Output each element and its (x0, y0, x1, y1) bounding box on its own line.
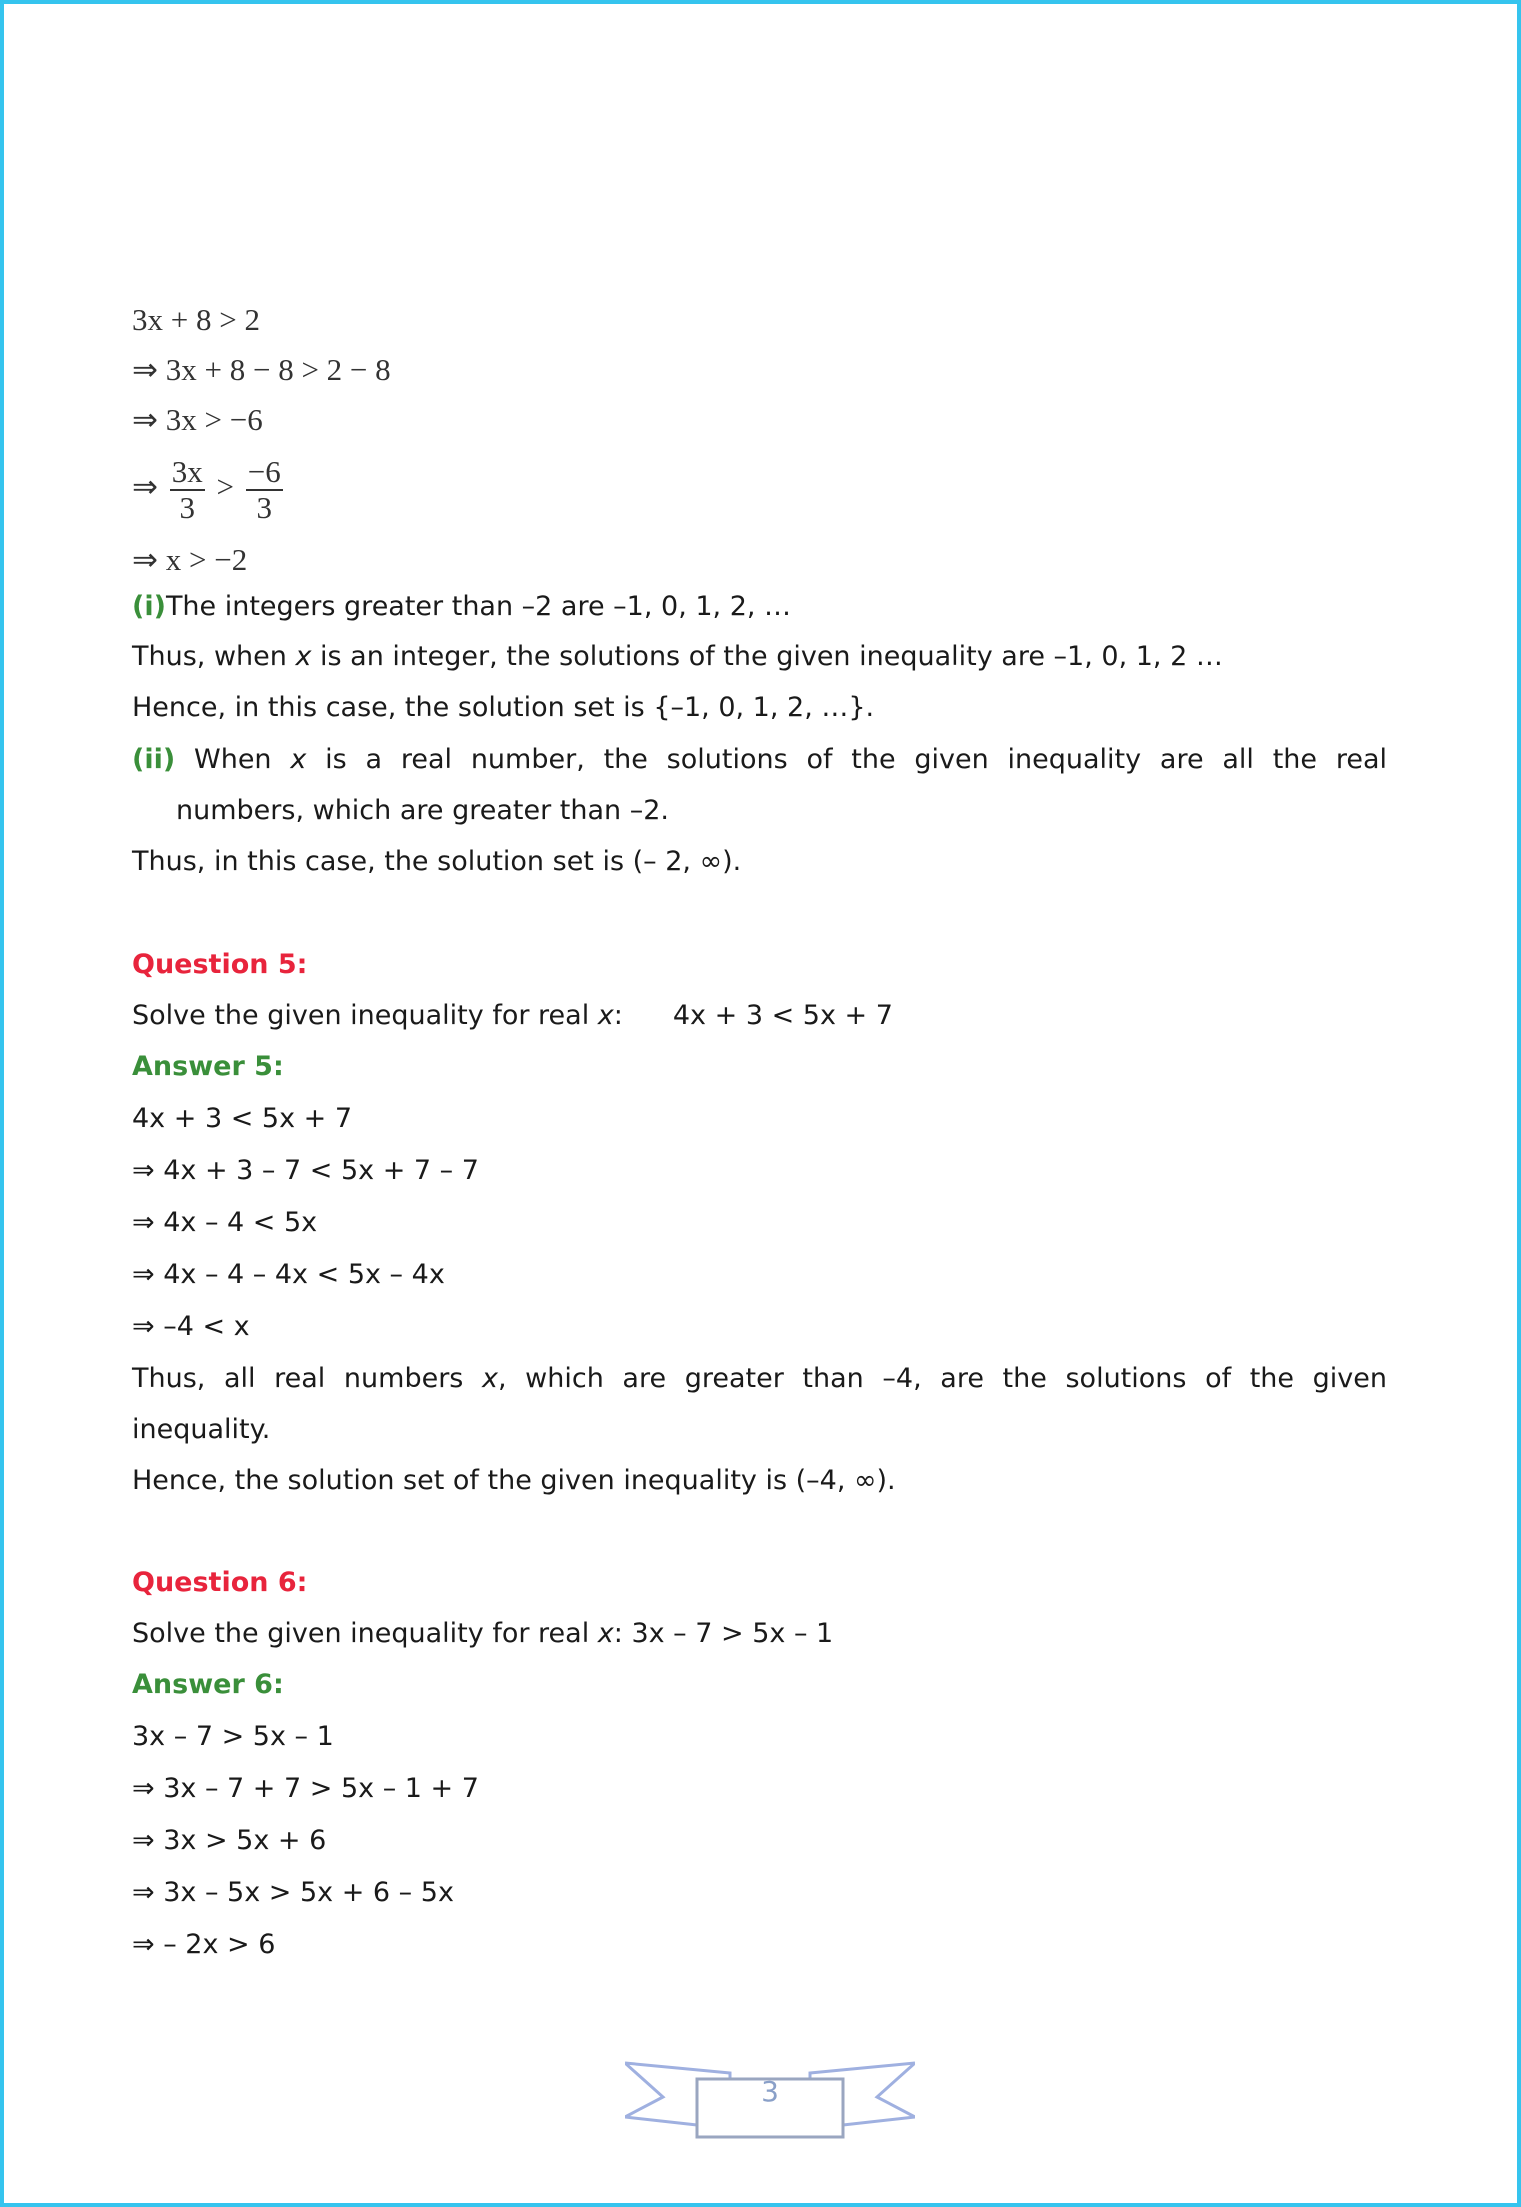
thus-real: Thus, in this case, the solution set is (– 2, ∞). (132, 846, 742, 877)
fraction-left: $\frac{3x}{3}$ (171, 454, 203, 525)
answer-5-step: ⇒ 4x – 4 < 5x (132, 1207, 318, 1238)
answer-5-step: ⇒ 4x – 4 – 4x < 5x – 4x (132, 1259, 445, 1290)
math-step: 3x + 8 > 2 (132, 302, 260, 337)
part-ii-cont: numbers, which are greater than –2. (176, 795, 669, 826)
answer-5-conclusion-cont: inequality. (132, 1414, 271, 1445)
page-number: 3 (761, 2075, 779, 2108)
math-step: ⇒ 3x > −6 (132, 402, 263, 437)
answer-5-solution-set: Hence, the solution set of the given inequality is (–4, ∞). (132, 1465, 896, 1496)
question-5-heading: Question 5: (132, 949, 308, 980)
page-number-ribbon (625, 2055, 915, 2145)
question-5-prompt: Solve the given inequality for real x: 4x + 3 < 5x + 7 (132, 1000, 893, 1031)
question-6-prompt: Solve the given inequality for real x: 3x – 7 > 5x – 1 (132, 1618, 834, 1649)
answer-6-step: 3x – 7 > 5x – 1 (132, 1721, 334, 1752)
answer-5-step: 4x + 3 < 5x + 7 (132, 1103, 353, 1134)
hence-integer: Hence, in this case, the solution set is {–1, 0, 1, 2, …}. (132, 692, 875, 723)
answer-5-heading: Answer 5: (132, 1051, 284, 1082)
math-step: ⇒ 3x + 8 − 8 > 2 − 8 (132, 352, 391, 387)
answer-6-step: ⇒ 3x – 5x > 5x + 6 – 5x (132, 1877, 454, 1908)
fraction-right: $\frac{-6}{3}$ (247, 454, 281, 525)
answer-6-step: ⇒ 3x > 5x + 6 (132, 1825, 327, 1856)
answer-5-step: ⇒ –4 < x (132, 1311, 250, 1342)
part-i: (i)The integers greater than –2 are –1, 0, 1, 2, … (132, 591, 792, 622)
question-6-heading: Question 6: (132, 1567, 308, 1598)
math-step-fraction: ⇒ $\frac{3x}{3}$ > $\frac{-6}{3}$ (132, 454, 281, 525)
thus-integer: Thus, when x is an integer, the solutions of the given inequality are –1, 0, 1, 2 … (132, 641, 1223, 672)
part-ii: (ii) When x is a real number, the solutions of the given inequality are all the real (132, 744, 1387, 775)
answer-6-heading: Answer 6: (132, 1669, 284, 1700)
answer-6-step: ⇒ – 2x > 6 (132, 1929, 276, 1960)
implies-symbol: ⇒ (132, 469, 158, 505)
answer-6-step: ⇒ 3x – 7 + 7 > 5x – 1 + 7 (132, 1773, 479, 1804)
answer-5-step: ⇒ 4x + 3 – 7 < 5x + 7 – 7 (132, 1155, 479, 1186)
math-step: ⇒ x > −2 (132, 542, 248, 577)
answer-5-conclusion: Thus, all real numbers x, which are greater than –4, are the solutions of the given (132, 1363, 1387, 1394)
